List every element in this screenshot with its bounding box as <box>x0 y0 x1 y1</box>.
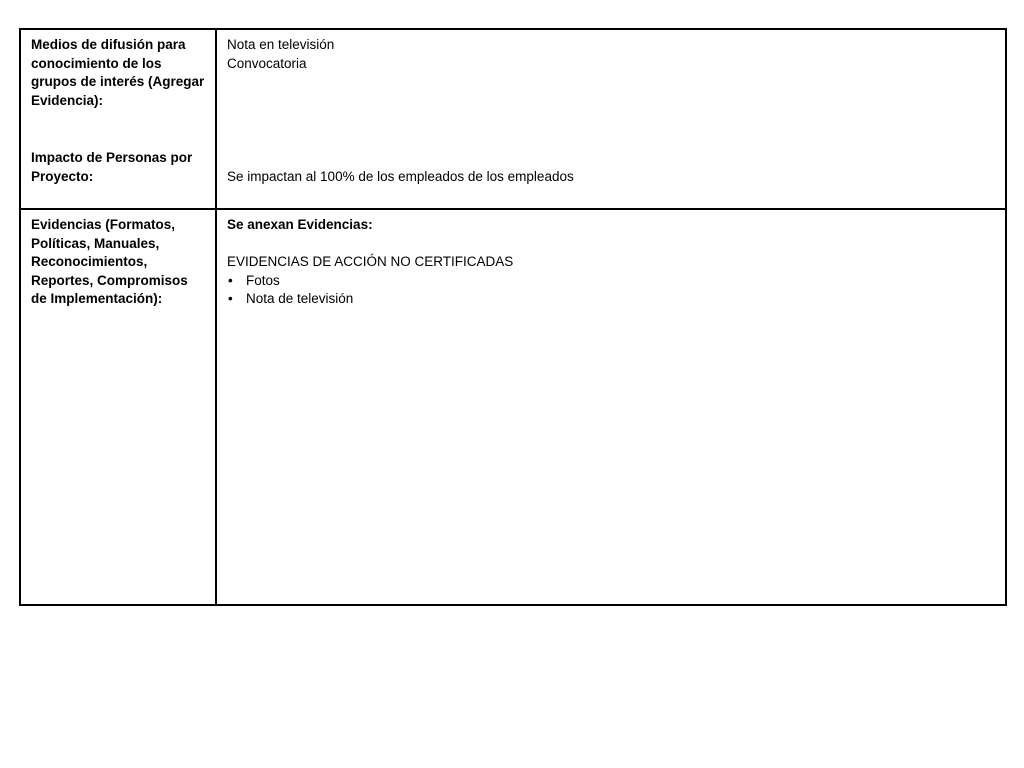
list-item: • Nota de televisión <box>227 290 997 309</box>
list-item: • Fotos <box>227 272 997 291</box>
label-evidence-types: Evidencias (Formatos, Políticas, Manuales, Reconocimientos, Reportes, Compromisos de Implementación): <box>31 217 188 306</box>
label-impact-per-project: Impacto de Personas por Proyecto: <box>31 150 193 184</box>
label-dissemination-media: Medios de difusión para conocimiento de los grupos de interés (Agregar Evidencia): <box>31 37 205 108</box>
evidence-table <box>19 28 1007 606</box>
value-impact-per-project: Se impactan al 100% de los empleados de los empleados <box>227 168 574 184</box>
value-cell-evidence <box>216 209 1006 605</box>
evidence-bullet-list <box>227 272 997 309</box>
evidence-subheading: EVIDENCIAS DE ACCIÓN NO CERTIFICADAS <box>227 254 514 269</box>
evidence-heading: Se anexan Evidencias: <box>227 217 373 232</box>
value-cell-dissemination <box>216 29 1006 209</box>
label-cell-evidence <box>20 209 216 605</box>
table-row-dissemination <box>20 29 1006 209</box>
value-media-call: Convocatoria <box>227 55 307 71</box>
label-cell-dissemination <box>20 29 216 209</box>
table-row-evidence <box>20 209 1006 605</box>
value-media-tv-note: Nota en televisión <box>227 37 335 52</box>
